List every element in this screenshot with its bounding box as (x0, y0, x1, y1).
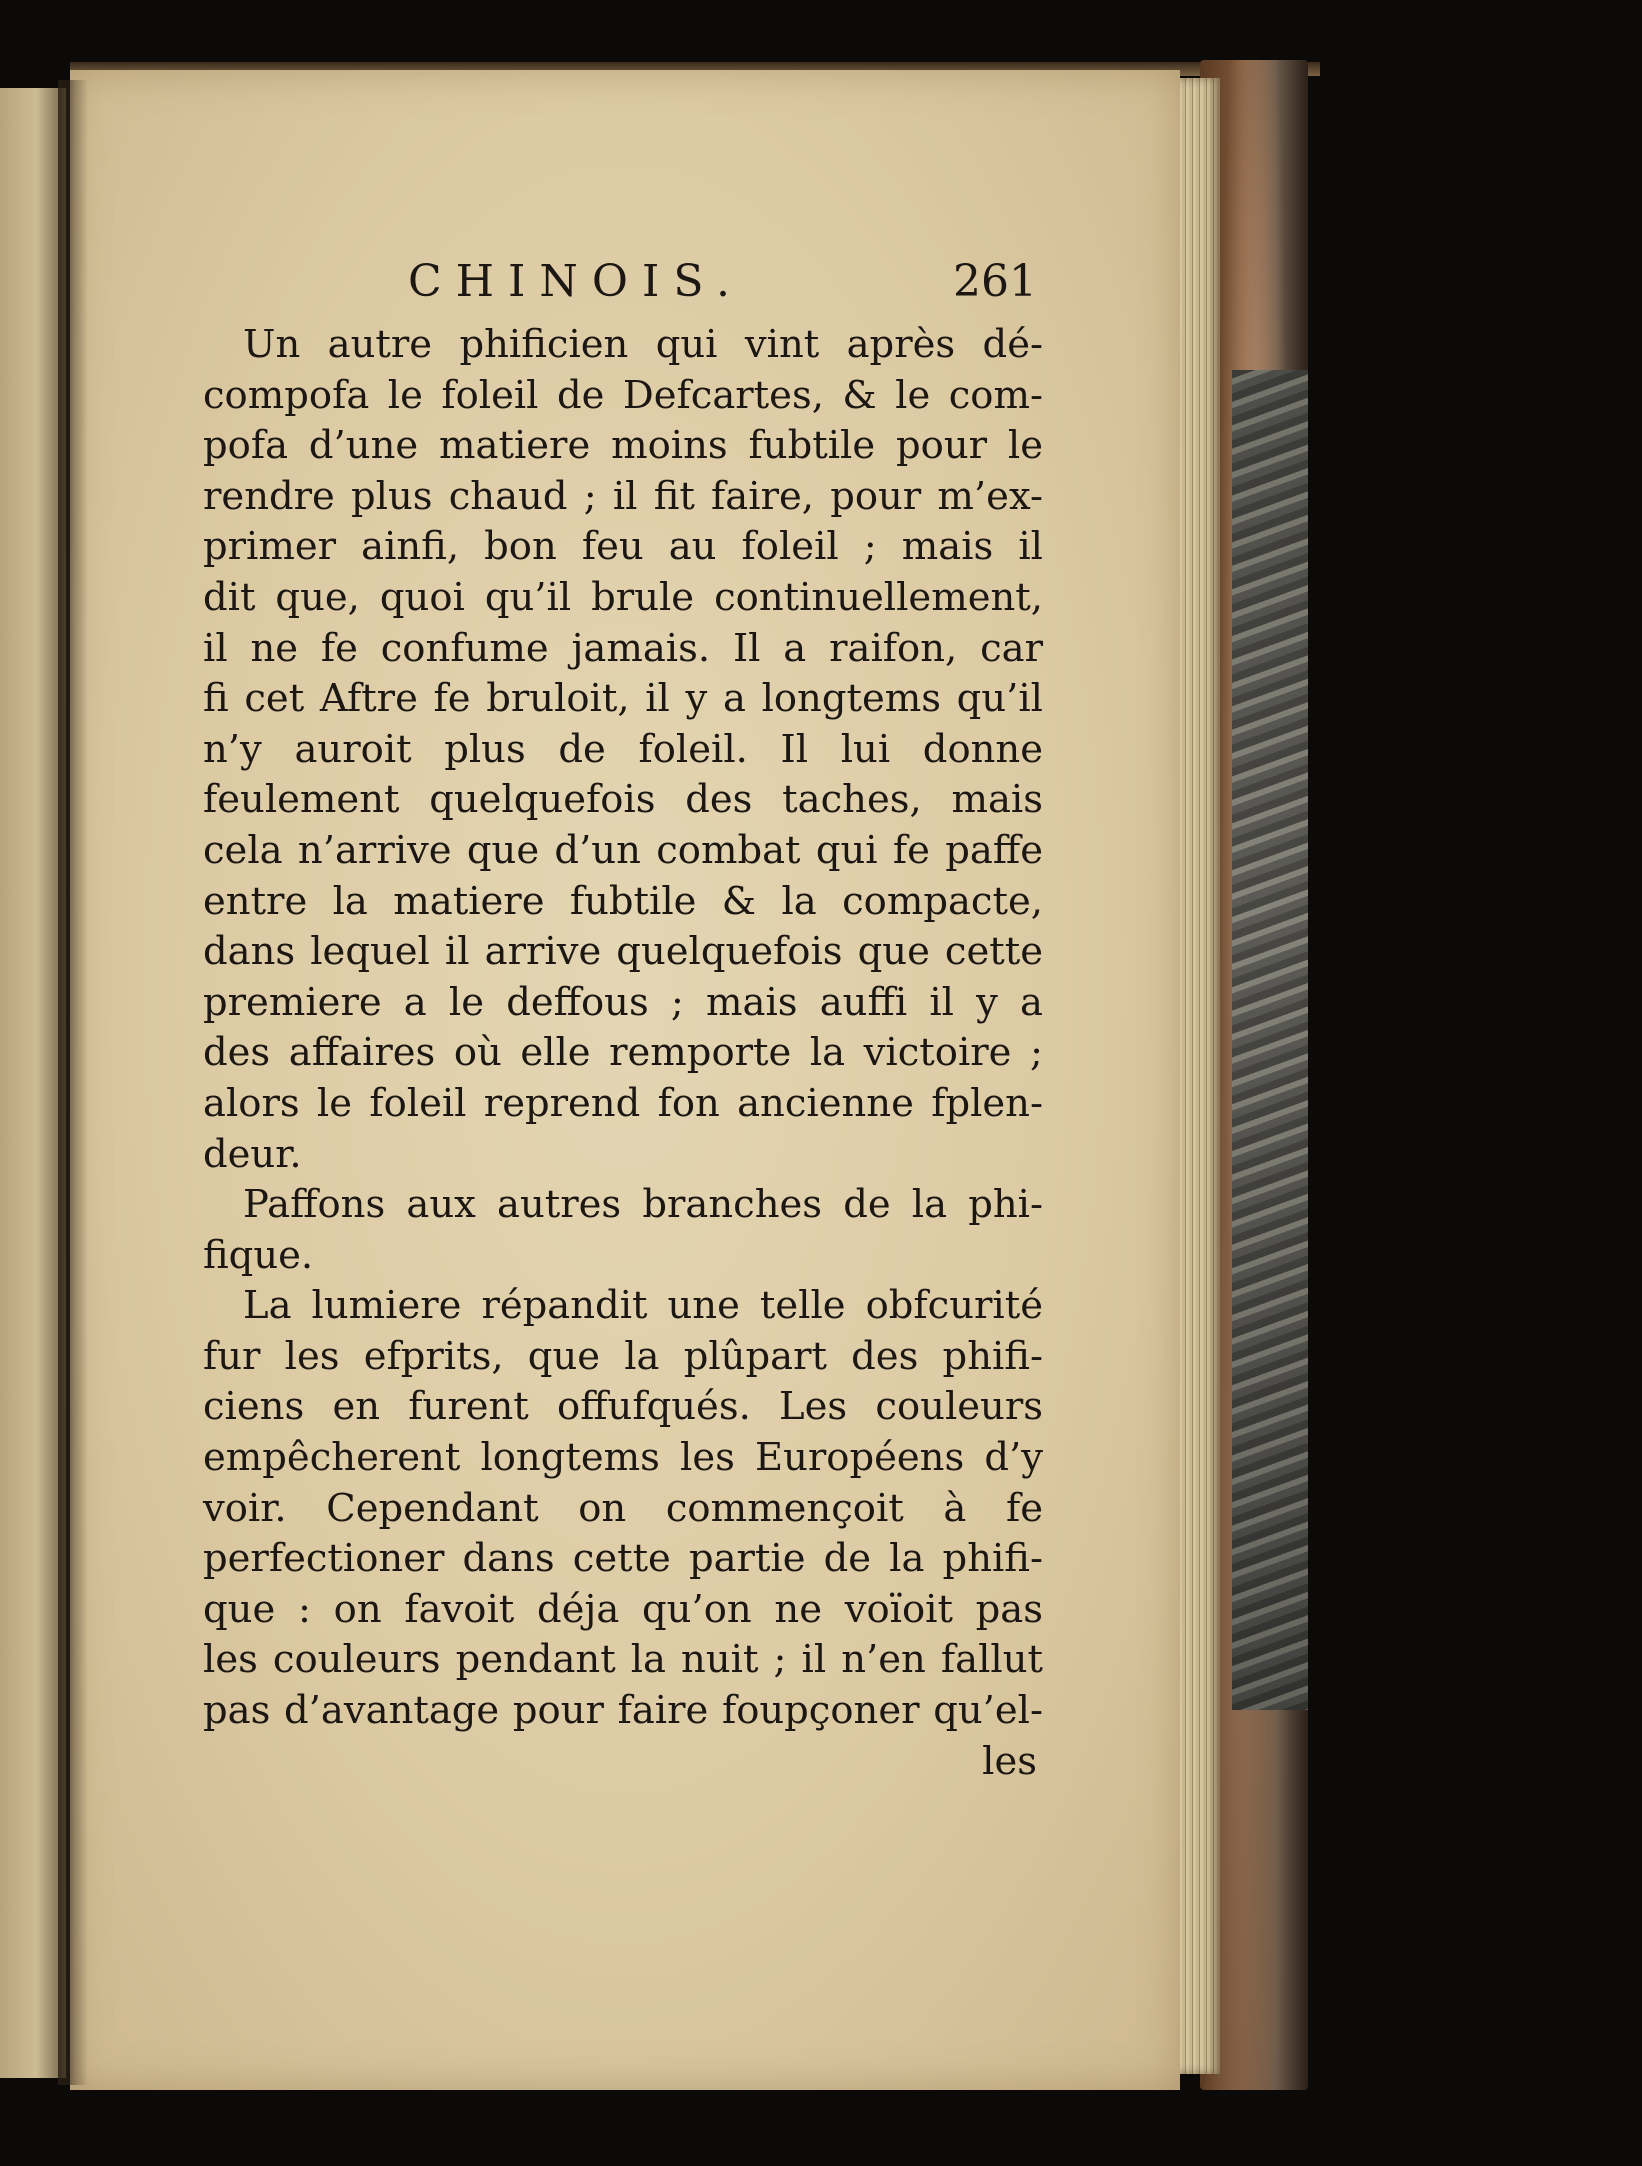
text-line: compofa le foleil de Defcartes, & le com- (203, 372, 1043, 418)
page-text-block (203, 252, 1043, 1787)
text-line: perfectioner dans cette partie de la phifi- (203, 1536, 1043, 1582)
text-line: empêcherent longtems les Européens d’y (203, 1435, 1043, 1481)
text-line: fique. (203, 1232, 314, 1278)
text-line: entre la matiere fubtile & la compacte, (203, 878, 1043, 924)
text-line: Un autre phificien qui vint après dé- (243, 322, 1043, 367)
text-line: cela n’arrive que d’un combat qui fe paffe (203, 827, 1043, 873)
body-text (203, 320, 1043, 1737)
page-number: 261 (953, 256, 1037, 307)
text-line: fi cet Aftre fe bruloit, il y a longtems qu’il (203, 676, 1043, 722)
text-line: premiere a le deffous ; mais auffi il y a (203, 979, 1043, 1025)
text-line: alors le foleil reprend fon ancienne fplen- (203, 1080, 1043, 1126)
text-line: dans lequel il arrive quelquefois que cette (203, 929, 1043, 975)
text-line: il ne fe confume jamais. Il a raifon, car (203, 625, 1043, 671)
text-line: ciens en furent offufqués. Les couleurs (203, 1384, 1043, 1430)
running-title: CHINOIS. (408, 256, 744, 307)
text-line: fur les efprits, que la plûpart des phifi- (203, 1333, 1043, 1379)
text-line: n’y auroit plus de foleil. Il lui donne (203, 726, 1043, 772)
text-line: dit que, quoi qu’il brule continuellement, (203, 574, 1043, 620)
marbled-endpaper (1232, 370, 1308, 1710)
text-line: les couleurs pendant la nuit ; il n’en fallut (203, 1637, 1043, 1683)
text-line: feulement quelquefois des taches, mais (203, 777, 1043, 823)
text-line: des affaires où elle remporte la victoire ; (203, 1030, 1043, 1076)
text-line: pofa d’une matiere moins fubtile pour le (203, 423, 1043, 469)
text-line: pas d’avantage pour faire foupçoner qu’el- (203, 1688, 1043, 1734)
text-line: voir. Cependant on commençoit à fe (203, 1485, 1043, 1531)
text-line: Paffons aux autres branches de la phi- (243, 1182, 1043, 1228)
catchword: les (982, 1738, 1037, 1784)
gutter-shadow (58, 80, 88, 2085)
text-line: rendre plus chaud ; il fit faire, pour m’ex- (203, 473, 1043, 519)
previous-page-edge (0, 88, 66, 2078)
running-head (203, 252, 1043, 318)
text-line: La lumiere répandit une telle obfcurité (243, 1283, 1043, 1329)
text-line: primer ainfi, bon feu au foleil ; mais il (203, 524, 1043, 570)
text-line: deur. (203, 1131, 302, 1177)
text-line: que : on favoit déja qu’on ne voïoit pas (203, 1586, 1043, 1632)
